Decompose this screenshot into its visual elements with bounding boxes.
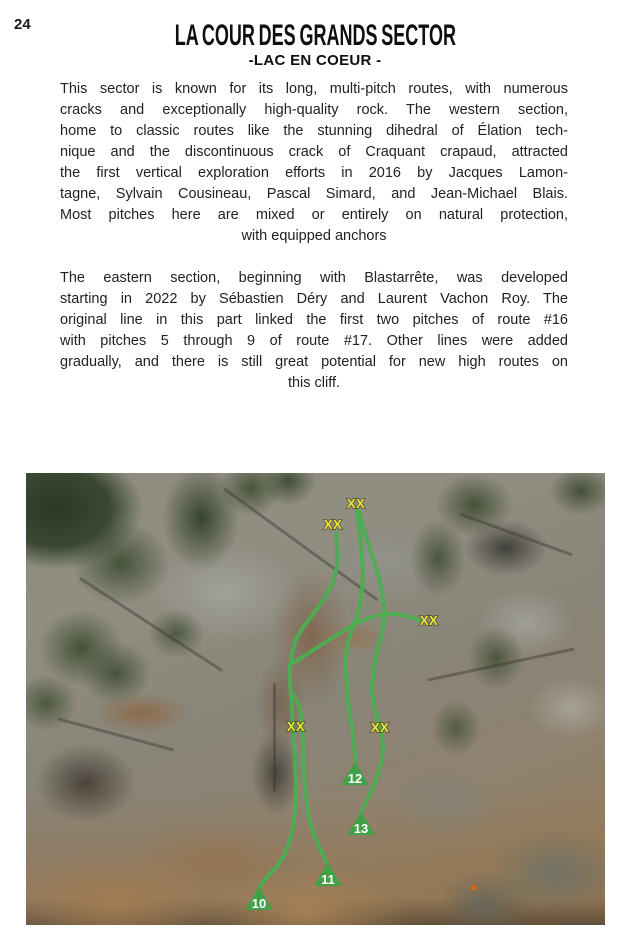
paragraph-line: starting in 2022 by Sébastien Déry and Laurent Vachon Roy. The [60,291,568,307]
route-10-line [259,533,337,889]
paragraph-line: the first vertical exploration efforts in 2016 by Jacques Lamon- [60,165,568,181]
route-marker-number: 10 [251,896,267,911]
route-marker-number: 13 [353,821,369,836]
sector-subtitle: -LAC EN COEUR - [248,52,382,69]
paragraph-line: The eastern section, beginning with Blastarrête, was developed [60,270,568,286]
paragraph-line: with equipped anchors [241,228,387,244]
paragraph-line: this cliff. [287,375,341,391]
route-12-line [346,511,363,763]
route-marker-number: 12 [347,771,363,786]
paragraph-eastern-section [60,268,568,394]
sector-title-text: LA COUR DES GRANDS SECTOR [174,19,456,52]
anchor-xx-label: XX [370,720,390,735]
anchor-xx-label: XX [419,613,439,628]
anchor-xx-label: XX [286,719,306,734]
paragraph-line: Most pitches here are mixed or entirely on natural protection, [60,207,568,223]
anchor-xx-label: XX [323,517,343,532]
paragraph-line: cracks and exceptionally high-quality rock. The western section, [60,102,568,118]
page-number: 24 [14,16,31,33]
route-number-marker-13 [347,812,375,836]
route-number-marker-11 [314,863,342,887]
route-topo-overlay [26,473,605,925]
paragraph-line: original line in this part linked the first two pitches of route #16 [60,312,568,328]
paragraph-line: home to classic routes like the stunning dihedral of Élation tech- [60,123,568,139]
cliff-aerial-photo [26,473,605,925]
route-number-marker-12 [341,762,369,786]
paragraph-line: gradually, and there is still great potential for new high routes on [60,354,568,370]
sector-title [0,21,630,51]
route-number-marker-10 [245,887,273,911]
paragraph-line: nique and the discontinuous crack of Craquant crapaud, attracted [60,144,568,160]
anchor-xx-label: XX [346,496,366,511]
paragraph-line: This sector is known for its long, multi-pitch routes, with numerous [60,81,568,97]
route-marker-number: 11 [321,872,335,887]
paragraph-line: with pitches 5 through 9 of route #17. Other lines were added [60,333,568,349]
paragraph-western-section [60,79,568,247]
paragraph-line: tagne, Sylvain Cousineau, Pascal Simard, and Jean-Michael Blais. [60,186,568,202]
